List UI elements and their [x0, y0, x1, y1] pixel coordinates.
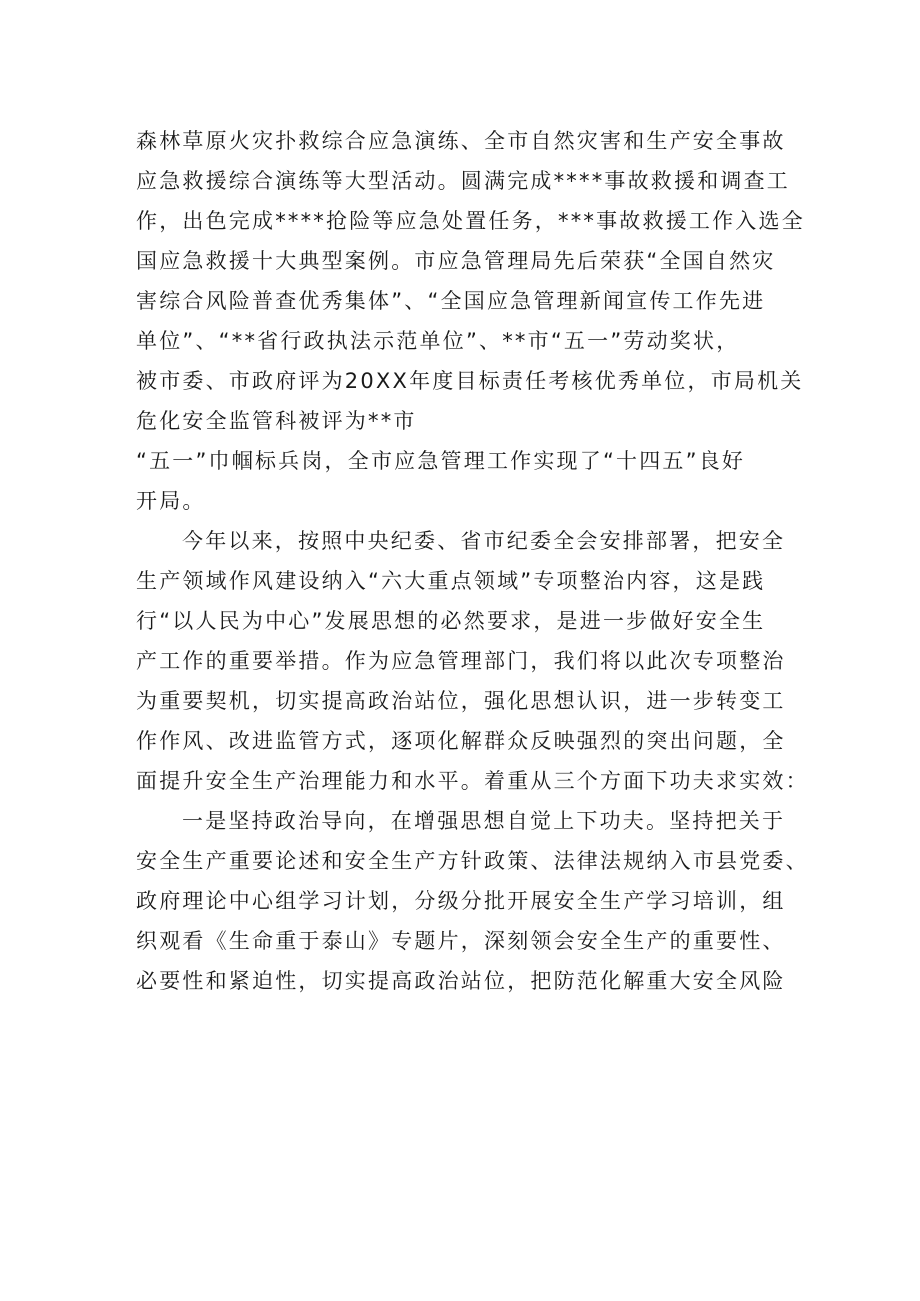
text-line: 生产领域作风建设纳入“六大重点领域”专项整治内容，这是践 [136, 569, 766, 593]
text-line: “五一”巾帼标兵岗，全市应急管理工作实现了“十四五”良好 [136, 449, 746, 473]
text-line: 作，出色完成****抢险等应急处置任务，***事故救援工作入选全 [136, 209, 805, 233]
text-line: 织观看《生命重于泰山》专题片，深刻领会安全生产的重要性、 [136, 929, 786, 953]
text-line: 开局。 [136, 489, 206, 513]
text-line: 行“以人民为中心”发展思想的必然要求，是进一步做好安全生 [136, 609, 766, 633]
text-line: 作作风、改进监管方式，逐项化解群众反映强烈的突出问题，全 [136, 729, 786, 753]
text-line: 害综合风险普查优秀集体”、“全国应急管理新闻宣传工作先进 [136, 289, 766, 313]
text-line: 政府理论中心组学习计划，分级分批开展安全生产学习培训，组 [136, 889, 786, 913]
text-line: 单位”、“**省行政执法示范单位”、**市“五一”劳动奖状， [136, 329, 740, 353]
body-text [136, 121, 809, 1001]
text-line: 为重要契机，切实提高政治站位，强化思想认识，进一步转变工 [136, 689, 786, 713]
text-line: 安全生产重要论述和安全生产方针政策、法律法规纳入市县党委、 [136, 849, 809, 873]
paragraph-first-line: 一是坚持政治导向，在增强思想自觉上下功夫。坚持把关于 [182, 809, 786, 833]
text-line: 面提升安全生产治理能力和水平。着重从三个方面下功夫求实效： [136, 769, 809, 793]
text-line: 必要性和紧迫性，切实提高政治站位，把防范化解重大安全风险 [136, 969, 786, 993]
text-line: 产工作的重要举措。作为应急管理部门，我们将以此次专项整治 [136, 649, 786, 673]
text-line: 危化安全监管科被评为**市 [136, 409, 417, 433]
paragraph-first-line: 今年以来，按照中央纪委、省市纪委全会安排部署，把安全 [182, 529, 786, 553]
text-line: 应急救援综合演练等大型活动。圆满完成****事故救援和调查工 [136, 169, 790, 193]
text-line: 森林草原火灾扑救综合应急演练、全市自然灾害和生产安全事故 [136, 129, 786, 153]
text-line: 被市委、市政府评为20XX年度目标责任考核优秀单位，市局机关 [136, 369, 804, 393]
text-line: 国应急救援十大典型案例。市应急管理局先后荣获“全国自然灾 [136, 249, 776, 273]
